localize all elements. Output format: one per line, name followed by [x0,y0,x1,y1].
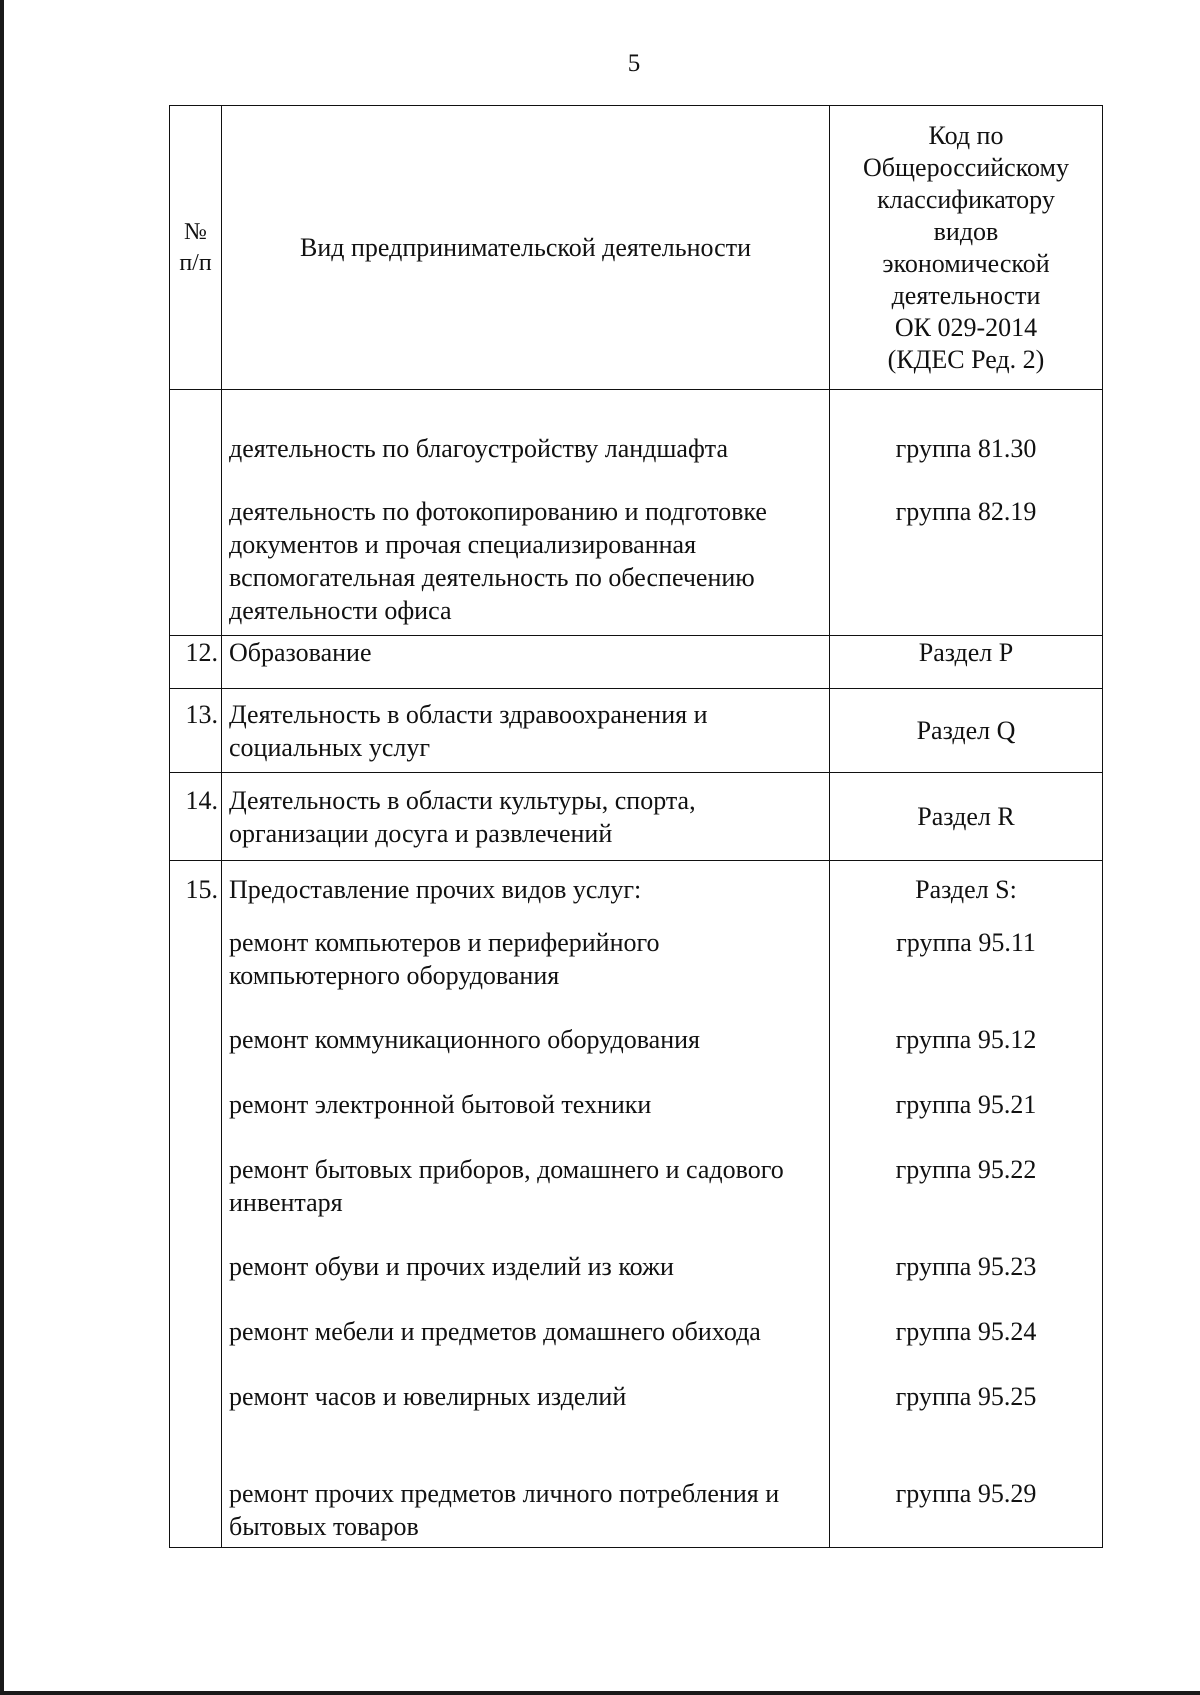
row-activity: ремонт обуви и прочих изделий из кожи [222,1250,830,1315]
header-code-line: Код по [928,120,1004,150]
row-activity: ремонт бытовых приборов, домашнего и садового инвентаря [222,1153,830,1250]
row-activity: ремонт часов и ювелирных изделий [222,1380,830,1477]
activity-classification-table [169,105,1103,1548]
table-row [170,390,1103,496]
row-code: группа 95.11 [830,926,1103,1023]
row-number: 14. [170,773,222,861]
table-row [170,861,1103,927]
row-number [170,1023,222,1088]
header-code-line: деятельности [891,280,1041,310]
header-code-cell [830,106,1103,390]
table-row [170,1315,1103,1380]
row-number [170,1088,222,1153]
row-code: Раздел P [830,636,1103,689]
header-code-line: ОК 029-2014 [894,312,1038,342]
header-code-line: (КДЕС Ред. 2) [887,344,1045,374]
header-code-line: видов [933,216,999,246]
row-code: группа 95.25 [830,1380,1103,1477]
table-row [170,1380,1103,1477]
row-number [170,926,222,1023]
scan-edge-bottom [0,1691,1200,1695]
row-number: 12. [170,636,222,689]
row-activity: деятельность по благоустройству ландшафта [222,390,830,496]
row-code: группа 95.23 [830,1250,1103,1315]
row-code: Раздел S: [830,861,1103,927]
table-row [170,1023,1103,1088]
row-activity: Предоставление прочих видов услуг: [222,861,830,927]
page-number: 5 [627,50,641,77]
table-row [170,495,1103,636]
row-code: группа 95.22 [830,1153,1103,1250]
row-code: Раздел Q [830,689,1103,773]
table-row [170,1088,1103,1153]
row-activity: ремонт мебели и предметов домашнего обихода [222,1315,830,1380]
table-row [170,926,1103,1023]
row-activity: деятельность по фотокопированию и подготовке документов и прочая специализированная вспомогательная деятельность по обеспечению деятельности офиса [222,495,830,636]
row-code: группа 81.30 [830,390,1103,496]
row-number [170,1380,222,1477]
row-number [170,390,222,496]
row-number: 13. [170,689,222,773]
row-activity: ремонт компьютеров и периферийного компьютерного оборудования [222,926,830,1023]
row-code: группа 95.12 [830,1023,1103,1088]
header-code-line: экономической [882,248,1050,278]
row-number [170,1315,222,1380]
row-activity: Деятельность в области культуры, спорта, организации досуга и развлечений [222,773,830,861]
header-number-abbrev: п/п [179,249,212,276]
header-activity-cell: Вид предпринимательской деятельности [222,106,830,390]
row-number [170,1477,222,1548]
row-code: группа 95.21 [830,1088,1103,1153]
header-code-line: Общероссийскому [863,152,1069,182]
table-row [170,636,1103,689]
header-number-cell [170,106,222,390]
row-code: группа 95.29 [830,1477,1103,1548]
row-activity: ремонт электронной бытовой техники [222,1088,830,1153]
row-code: группа 82.19 [830,495,1103,636]
table-row [170,773,1103,861]
row-number [170,1250,222,1315]
row-number [170,495,222,636]
table-row [170,1250,1103,1315]
table-header-row [170,106,1103,390]
row-activity: ремонт прочих предметов личного потребления и бытовых товаров [222,1477,830,1548]
row-code: группа 95.24 [830,1315,1103,1380]
header-number-symbol: № [184,218,207,245]
row-activity: ремонт коммуникационного оборудования [222,1023,830,1088]
table-row [170,1153,1103,1250]
header-code-line: классификатору [877,184,1055,214]
scan-edge-left [0,0,4,1695]
row-activity: Образование [222,636,830,689]
table-row [170,1477,1103,1548]
table-row [170,689,1103,773]
row-number [170,1153,222,1250]
row-code: Раздел R [830,773,1103,861]
row-activity: Деятельность в области здравоохранения и социальных услуг [222,689,830,773]
row-number: 15. [170,861,222,927]
